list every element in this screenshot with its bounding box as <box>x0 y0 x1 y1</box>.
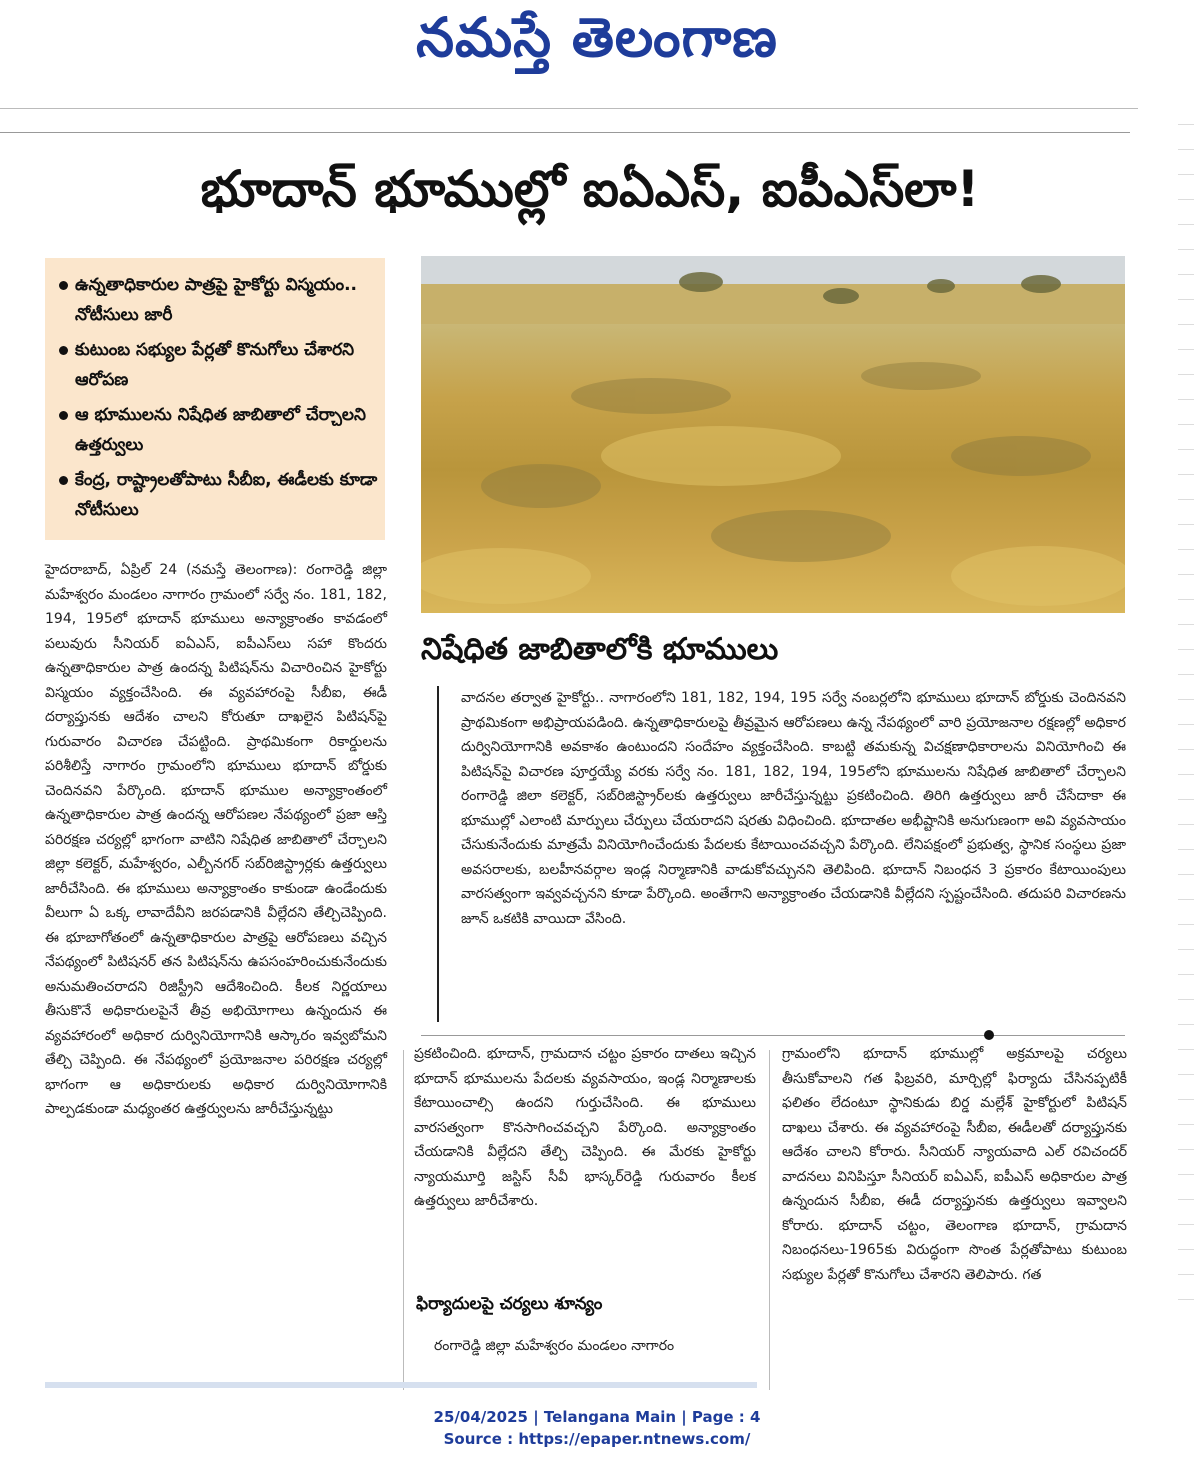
land-photo-illustration <box>421 256 1125 613</box>
article-column-3: గ్రామంలోని భూదాన్ భూముల్లో అక్రమాలపై చర్యలు తీసుకోవాలని గత ఫిబ్రవరి, మార్చిల్లో ఫిర్యాదు చేసినప్పటికీ ఫలితం లేదంటూ స్థానికుడు బిర్డ మల్లేశ్ హైకోర్టులో పిటిషన్ దాఖలు చేశారు. ఈ వ్యవహారంపై సీబీఐ, ఈడీలతో దర్యాప్తునకు ఆదేశం చాలని కోరారు. సీనియర్ న్యాయవాది ఎల్ రవిచందర్ వాదనలు వినిపిస్తూ సీనియర్ ఐఏఎస్, ఐపీఎస్ అధికారుల పాత్ర ఉన్నందున సీబీఐ, ఈడీ దర్యాప్తునకు ఉత్తర్వులు ఇవ్వాలని కోరారు. భూదాన్ చట్టం, తెలంగాణ భూదాన్, గ్రామదాన నిబంధనలు-1965కు విరుద్ధంగా సొంత పేర్లతోపాటు కుటుంబ సభ్యుల పేర్లతో కొనుగోలు చేశారని తెలిపారు. గత <box>782 1046 1127 1283</box>
highlight-text: ఆ భూములను నిషేధిత జాబితాలో చేర్చాలని ఉత్తర్వులు <box>75 405 366 455</box>
article-column-2-continued: రంగారెడ్డి జిల్లా మహేశ్వరం మండలం నాగారం <box>434 1338 675 1354</box>
boxed-paragraph: వాదనల తర్వాత హైకోర్టు.. నాగారంలోని 181, 182, 194, 195 సర్వే నంబర్లలోని భూములు భూదాన్ బోర్డుకు చెందినవని ప్రాథమికంగా అభిప్రాయపడింది. ఉన్నతాధికారులపై తీవ్రమైన ఆరోపణలు ఉన్న నేపథ్యంలో వారి ప్రయోజనాల రక్షణల్లో అధికార దుర్వినియోగానికి అవకాశం ఉంటుందని సందేహం వ్యక్తంచేసింది. కాబట్టి తమకున్న విచక్షణాధికారాలను వినియోగించి ఈ పిటిషన్‌పై విచారణ పూర్తయ్యే వరకు సర్వే నం. 181, 182, 194, 195లోని భూములను నిషేధిత జాబితాలో చేర్చాలని రంగారెడ్డి జిలా కలెక్టర్, సబ్‌రిజిస్ట్రార్‌లకు ఉత్తర్వులు జారీచేస్తున్నట్టు ప్రకటించింది. తిరిగి ఉత్తర్వులు జారీ చేసేదాకా ఈ భూముల్లో ఎలాంటి మార్పులు చేర్పులు చేయరాదని షరతు విధించింది. భూదాతల అభీష్టానికి అనుగుణంగా అవి వ్యవసాయం చేసుకునేందుకు మాత్రమే వినియోగించేందుకు పేదలకు కేటాయించవచ్చని పేర్కొంది. లేనిపక్షంలో ప్రభుత్వ, స్థానిక సంస్థలు ప్రజా అవసరాలకు, బలహీనవర్గాల ఇండ్ల నిర్మాణానికి వాడుకోవచ్చునని తెలిపింది. భూదాన్ నిబంధన 3 ప్రకారం కేటాయింపులు వారసత్వంగా ఇవ్వవచ్చనని కూడా పేర్కొంది. అంతేగాని అన్యాక్రాంతం చేయడానికి వీల్లేదని స్పష్టంచేసింది. తదుపరి విచారణను జూన్ ఒకటికి వాయిదా వేసింది. <box>437 686 1126 1022</box>
masthead-logo: నమస్తే తెలంగాణ <box>416 6 778 69</box>
highlights-box <box>45 258 385 540</box>
article-column-1: హైదరాబాద్, ఏప్రిల్ 24 (నమస్తే తెలంగాణ): రంగారెడ్డి జిల్లా మహేశ్వరం మండలం నాగారం గ్రామంలో సర్వే నం. 181, 182, 194, 195లో భూదాన్ భూములు అన్యాక్రాంతం కావడంలో పలువురు సీనియర్ ఐఏఎస్, ఐపీఎస్‌లు సహా కొందరు ఉన్నతాధికారుల పాత్ర ఉందన్న పిటిషన్‌ను విచారించిన హైకోర్టు విస్మయం వ్యక్తంచేసింది. ఈ వ్యవహారంపై సీబీఐ, ఈడీ దర్యాప్తునకు ఆదేశం చాలని కోరుతూ దాఖలైన పిటిషన్‌పై గురువారం విచారణ చేపట్టింది. ప్రాథమికంగా రికార్డులను పరిశీలిస్తే నాగారం గ్రామంలోని భూములు భూదాన్ బోర్డుకు చెందినవని పేర్కొంది. భూదాన్ భూముల అన్యాక్రాంతంలో ఉన్నతాధికారుల పాత్ర ఉందన్న ఆరోపణల నేపథ్యంలో ప్రజా ఆస్తి పరిరక్షణ చర్యల్లో భాగంగా వాటిని నిషేధిత జాబితాలో చేర్చాలని జిల్లా కలెక్టర్, మహేశ్వరం, ఎల్బీనగర్ సబ్‌రిజిస్ట్రార్లకు ఉత్తర్వులు జారీచేసింది. ఈ భూములు అన్యాక్రాంతం కాకుండా ఉండేందుకు వీలుగా ఏ ఒక్క లావాదేవీని జరపడానికి వీల్లేదని తేల్చిచెప్పింది. ఈ భూబాగోతంలో ఉన్నతాధికారుల పాత్రపై ఆరోపణలు వచ్చిన నేపథ్యంలో పిటిషనర్ తన పిటిషన్‌ను ఉపసంహరించుకునేందుకు అనుమతించరాదని రిజిస్ట్రీని ఆదేశించింది. కీలక నిర్ణయాలు తీసుకొనే అధికారులపైనే తీవ్ర అభియోగాలు ఉన్నందున ఈ వ్యవహారంలో అధికార దుర్వినియోగానికి ఆస్కారం ఇవ్వబోమని తేల్చి చెప్పింది. ఈ నేపథ్యంలో ప్రయోజనాల పరిరక్షణ చర్యల్లో భాగంగా ఆ అధికారులకు అధికార దుర్వినియోగానికి పాల్పడకుండా మధ్యంతర ఉత్తర్వులను జారీచేస్తున్నట్టు <box>45 562 387 1117</box>
bullet-icon <box>59 346 68 355</box>
column-subhead: ఫిర్యాదులపై చర్యలు శూన్యం <box>416 1294 603 1314</box>
article-column-2: ప్రకటించింది. భూదాన్, గ్రామదాన చట్టం ప్రకారం దాతలు ఇచ్చిన భూదాన్ భూములను పేదలకు వ్యవసాయం, ఇండ్ల నిర్మాణాలకు కేటాయించాల్సి ఉందని గుర్తుచేసింది. ఈ భూములు వారసత్వంగా కొనసాగించవచ్చని పేర్కొంది. అన్యాక్రాంతం చేయడానికి వీల్లేదని తేల్చి చెప్పింది. ఈ మేరకు హైకోర్టు న్యాయమూర్తి జస్టిస్ సీవీ భాస్కర్‌రెడ్డి గురువారం కీలక ఉత్తర్వులు జారీచేశారు. <box>414 1046 756 1209</box>
land-photo <box>421 256 1125 613</box>
section-divider <box>421 1035 1125 1036</box>
highlight-item <box>55 335 379 395</box>
highlight-text: ఉన్నతాధికారుల పాత్రపై హైకోర్టు విస్మయం.. నోటీసులు జారీ <box>75 275 357 325</box>
section-subhead: నిషేధిత జాబితాలోకి భూములు <box>421 632 779 667</box>
column-divider <box>403 1050 404 1390</box>
highlight-item <box>55 270 379 330</box>
highlight-text: కేంద్ర, రాష్ట్రాలతోపాటు సీబీఐ, ఈడీలకు కూడా నోటీసులు <box>75 470 378 520</box>
highlight-item <box>55 400 379 460</box>
highlight-text: కుటుంబ సభ్యుల పేర్లతో కొనుగోలు చేశారని ఆరోపణ <box>75 340 355 390</box>
adjacent-article-strip <box>1178 100 1194 1400</box>
divider-dot-icon <box>984 1030 994 1040</box>
column-divider <box>769 1050 770 1390</box>
previous-story-strip <box>0 94 1138 109</box>
bullet-icon <box>59 476 68 485</box>
headline: భూదాన్ భూముల్లో ఐఏఎస్, ఐపీఎస్‌లా! <box>200 160 980 218</box>
footer-source[interactable]: Source : https://epaper.ntnews.com/ <box>443 1430 751 1448</box>
highlight-item <box>55 465 379 525</box>
header-rule <box>0 132 1130 133</box>
bottom-bar <box>45 1382 757 1388</box>
bullet-icon <box>59 411 68 420</box>
bullet-icon <box>59 281 68 290</box>
footer-date-page: 25/04/2025 | Telangana Main | Page : 4 <box>433 1408 761 1426</box>
